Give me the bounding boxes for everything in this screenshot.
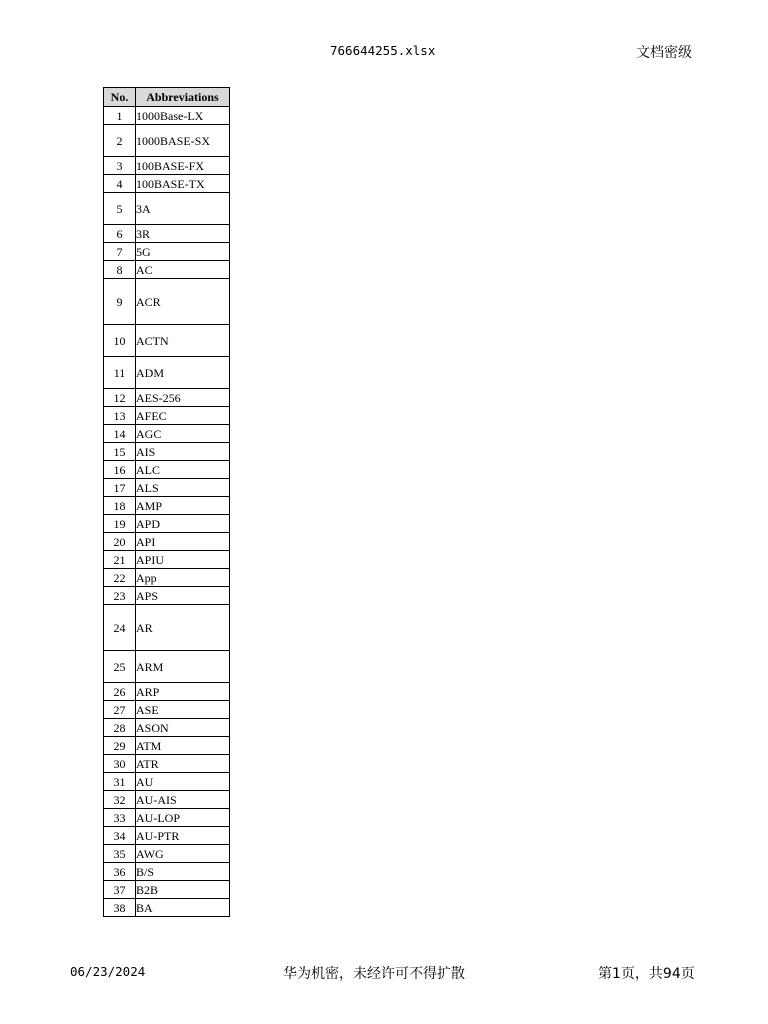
row-number: 3 xyxy=(104,157,136,175)
row-abbreviation: AU-LOP xyxy=(136,809,230,827)
table-row xyxy=(104,357,230,389)
row-number: 12 xyxy=(104,389,136,407)
row-number: 2 xyxy=(104,125,136,157)
row-number: 37 xyxy=(104,881,136,899)
row-number: 13 xyxy=(104,407,136,425)
row-abbreviation: AMP xyxy=(136,497,230,515)
table-row xyxy=(104,225,230,243)
row-number: 33 xyxy=(104,809,136,827)
row-number: 29 xyxy=(104,737,136,755)
column-header-abbreviations: Abbreviations xyxy=(136,88,230,107)
row-abbreviation: 3R xyxy=(136,225,230,243)
row-abbreviation: AU-AIS xyxy=(136,791,230,809)
row-number: 21 xyxy=(104,551,136,569)
row-abbreviation: ARP xyxy=(136,683,230,701)
table-row xyxy=(104,325,230,357)
row-abbreviation: AU-PTR xyxy=(136,827,230,845)
row-number: 15 xyxy=(104,443,136,461)
row-abbreviation: AU xyxy=(136,773,230,791)
table-row xyxy=(104,845,230,863)
table-row xyxy=(104,755,230,773)
row-abbreviation: AR xyxy=(136,605,230,651)
table-row xyxy=(104,701,230,719)
table-row xyxy=(104,899,230,917)
table-row xyxy=(104,737,230,755)
row-abbreviation: AC xyxy=(136,261,230,279)
table-row xyxy=(104,827,230,845)
row-abbreviation: AES-256 xyxy=(136,389,230,407)
row-number: 18 xyxy=(104,497,136,515)
table-row xyxy=(104,569,230,587)
row-number: 19 xyxy=(104,515,136,533)
table-row xyxy=(104,605,230,651)
row-abbreviation: 100BASE-FX xyxy=(136,157,230,175)
row-abbreviation: BA xyxy=(136,899,230,917)
row-number: 9 xyxy=(104,279,136,325)
row-abbreviation: 100BASE-TX xyxy=(136,175,230,193)
table-row xyxy=(104,407,230,425)
row-abbreviation: ALS xyxy=(136,479,230,497)
table-row xyxy=(104,587,230,605)
row-abbreviation: AFEC xyxy=(136,407,230,425)
row-number: 4 xyxy=(104,175,136,193)
row-number: 8 xyxy=(104,261,136,279)
table-row xyxy=(104,389,230,407)
column-header-no: No. xyxy=(104,88,136,107)
row-abbreviation: ACR xyxy=(136,279,230,325)
row-number: 35 xyxy=(104,845,136,863)
table-row xyxy=(104,683,230,701)
row-number: 10 xyxy=(104,325,136,357)
row-number: 7 xyxy=(104,243,136,261)
table-row xyxy=(104,443,230,461)
footer-page-number: 第1页，共94页 xyxy=(598,966,695,982)
table-row xyxy=(104,497,230,515)
table-row xyxy=(104,515,230,533)
row-number: 30 xyxy=(104,755,136,773)
row-number: 25 xyxy=(104,651,136,683)
table-row xyxy=(104,863,230,881)
row-number: 36 xyxy=(104,863,136,881)
row-number: 34 xyxy=(104,827,136,845)
table-row xyxy=(104,279,230,325)
table-body xyxy=(104,107,230,917)
table-row xyxy=(104,551,230,569)
table-row xyxy=(104,261,230,279)
row-abbreviation: API xyxy=(136,533,230,551)
table-row xyxy=(104,651,230,683)
row-abbreviation: AGC xyxy=(136,425,230,443)
table-row xyxy=(104,157,230,175)
row-abbreviation: 1000Base-LX xyxy=(136,107,230,125)
row-abbreviation: ASE xyxy=(136,701,230,719)
row-number: 28 xyxy=(104,719,136,737)
table-row xyxy=(104,479,230,497)
row-number: 32 xyxy=(104,791,136,809)
table-row xyxy=(104,193,230,225)
row-abbreviation: B/S xyxy=(136,863,230,881)
row-number: 6 xyxy=(104,225,136,243)
row-number: 27 xyxy=(104,701,136,719)
table-header-row xyxy=(104,88,230,107)
row-abbreviation: ADM xyxy=(136,357,230,389)
row-number: 23 xyxy=(104,587,136,605)
table-row xyxy=(104,809,230,827)
row-abbreviation: APS xyxy=(136,587,230,605)
row-number: 14 xyxy=(104,425,136,443)
row-number: 31 xyxy=(104,773,136,791)
row-number: 16 xyxy=(104,461,136,479)
row-abbreviation: APD xyxy=(136,515,230,533)
table-row xyxy=(104,533,230,551)
row-abbreviation: 5G xyxy=(136,243,230,261)
row-abbreviation: ALC xyxy=(136,461,230,479)
row-abbreviation: ATR xyxy=(136,755,230,773)
table-row xyxy=(104,881,230,899)
abbreviations-table xyxy=(103,87,230,917)
row-abbreviation: 1000BASE-SX xyxy=(136,125,230,157)
row-number: 26 xyxy=(104,683,136,701)
row-number: 38 xyxy=(104,899,136,917)
row-number: 22 xyxy=(104,569,136,587)
footer-confidential-notice: 华为机密，未经许可不得扩散 xyxy=(283,966,465,982)
table-row xyxy=(104,461,230,479)
row-abbreviation: ACTN xyxy=(136,325,230,357)
row-number: 5 xyxy=(104,193,136,225)
row-abbreviation: ATM xyxy=(136,737,230,755)
row-abbreviation: ASON xyxy=(136,719,230,737)
row-abbreviation: B2B xyxy=(136,881,230,899)
row-abbreviation: AWG xyxy=(136,845,230,863)
row-abbreviation: 3A xyxy=(136,193,230,225)
row-number: 20 xyxy=(104,533,136,551)
footer-date: 06/23/2024 xyxy=(70,964,146,979)
row-abbreviation: APIU xyxy=(136,551,230,569)
row-number: 1 xyxy=(104,107,136,125)
header-filename: 766644255.xlsx xyxy=(330,43,436,58)
table-row xyxy=(104,243,230,261)
row-abbreviation: App xyxy=(136,569,230,587)
row-number: 11 xyxy=(104,357,136,389)
table-row xyxy=(104,175,230,193)
table-row xyxy=(104,773,230,791)
row-abbreviation: AIS xyxy=(136,443,230,461)
table-row xyxy=(104,719,230,737)
header-classification: 文档密级 xyxy=(636,45,692,61)
table-row xyxy=(104,107,230,125)
table-row xyxy=(104,791,230,809)
table-row xyxy=(104,425,230,443)
row-abbreviation: ARM xyxy=(136,651,230,683)
row-number: 17 xyxy=(104,479,136,497)
table-row xyxy=(104,125,230,157)
row-number: 24 xyxy=(104,605,136,651)
